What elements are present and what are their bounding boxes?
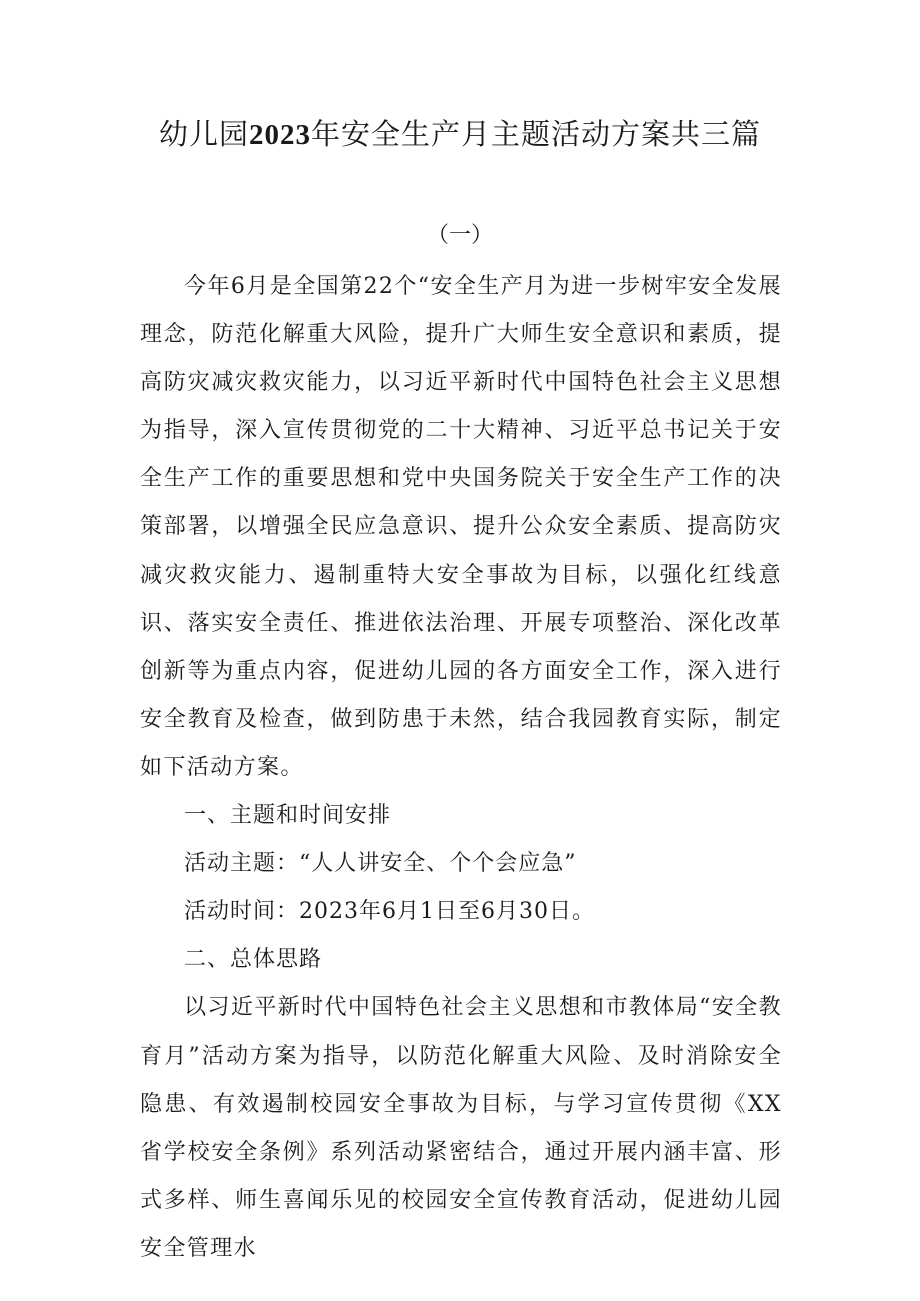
- document-body: [140, 263, 782, 1273]
- approach-paragraph: 以习近平新时代中国特色社会主义思想和市教体局“安全教育月”活动方案为指导，以防范化解重大风险、及时消除安全隐患、有效遏制校园安全事故为目标，与学习宣传贯彻《XX省学校安全条例》系列活动紧密结合，通过开展内涵丰富、形式多样、师生喜闻乐见的校园安全宣传教育活动，促进幼儿园安全管理水: [140, 995, 782, 1261]
- heading-theme-schedule: 一、主题和时间安排: [184, 803, 392, 829]
- document-title: [0, 112, 920, 157]
- intro-paragraph: 今年6月是全国第22个“安全生产月为进一步树牢安全发展理念，防范化解重大风险，提升广大师生安全意识和素质，提高防灾减灾救灾能力，以习近平新时代中国特色社会主义思想为指导，深入宣传贯彻党的二十大精神、习近平总书记关于安全生产工作的重要思想和党中央国务院关于安全生产工作的决策部署，以增强全民应急意识、提升公众安全素质、提高防灾减灾救灾能力、遏制重特大安全事故为目标，以强化红线意识、落实安全责任、推进依法治理、开展专项整治、深化改革创新等为重点内容，促进幼儿园的各方面安全工作，深入进行安全教育及检查，做到防患于未然，结合我园教育实际，制定如下活动方案。: [140, 274, 782, 780]
- activity-time: 活动时间：2023年6月1日至6月30日。: [184, 899, 595, 925]
- section-number: （一）: [426, 223, 493, 248]
- activity-theme: 活动主题：“人人讲安全、个个会应急”: [184, 851, 577, 877]
- title-prefix: 幼儿园: [158, 117, 249, 151]
- title-year: 2023: [249, 119, 311, 151]
- title-suffix: 年安全生产月主题活动方案共三篇: [311, 117, 762, 151]
- heading-overall-approach: 二、总体思路: [184, 947, 323, 973]
